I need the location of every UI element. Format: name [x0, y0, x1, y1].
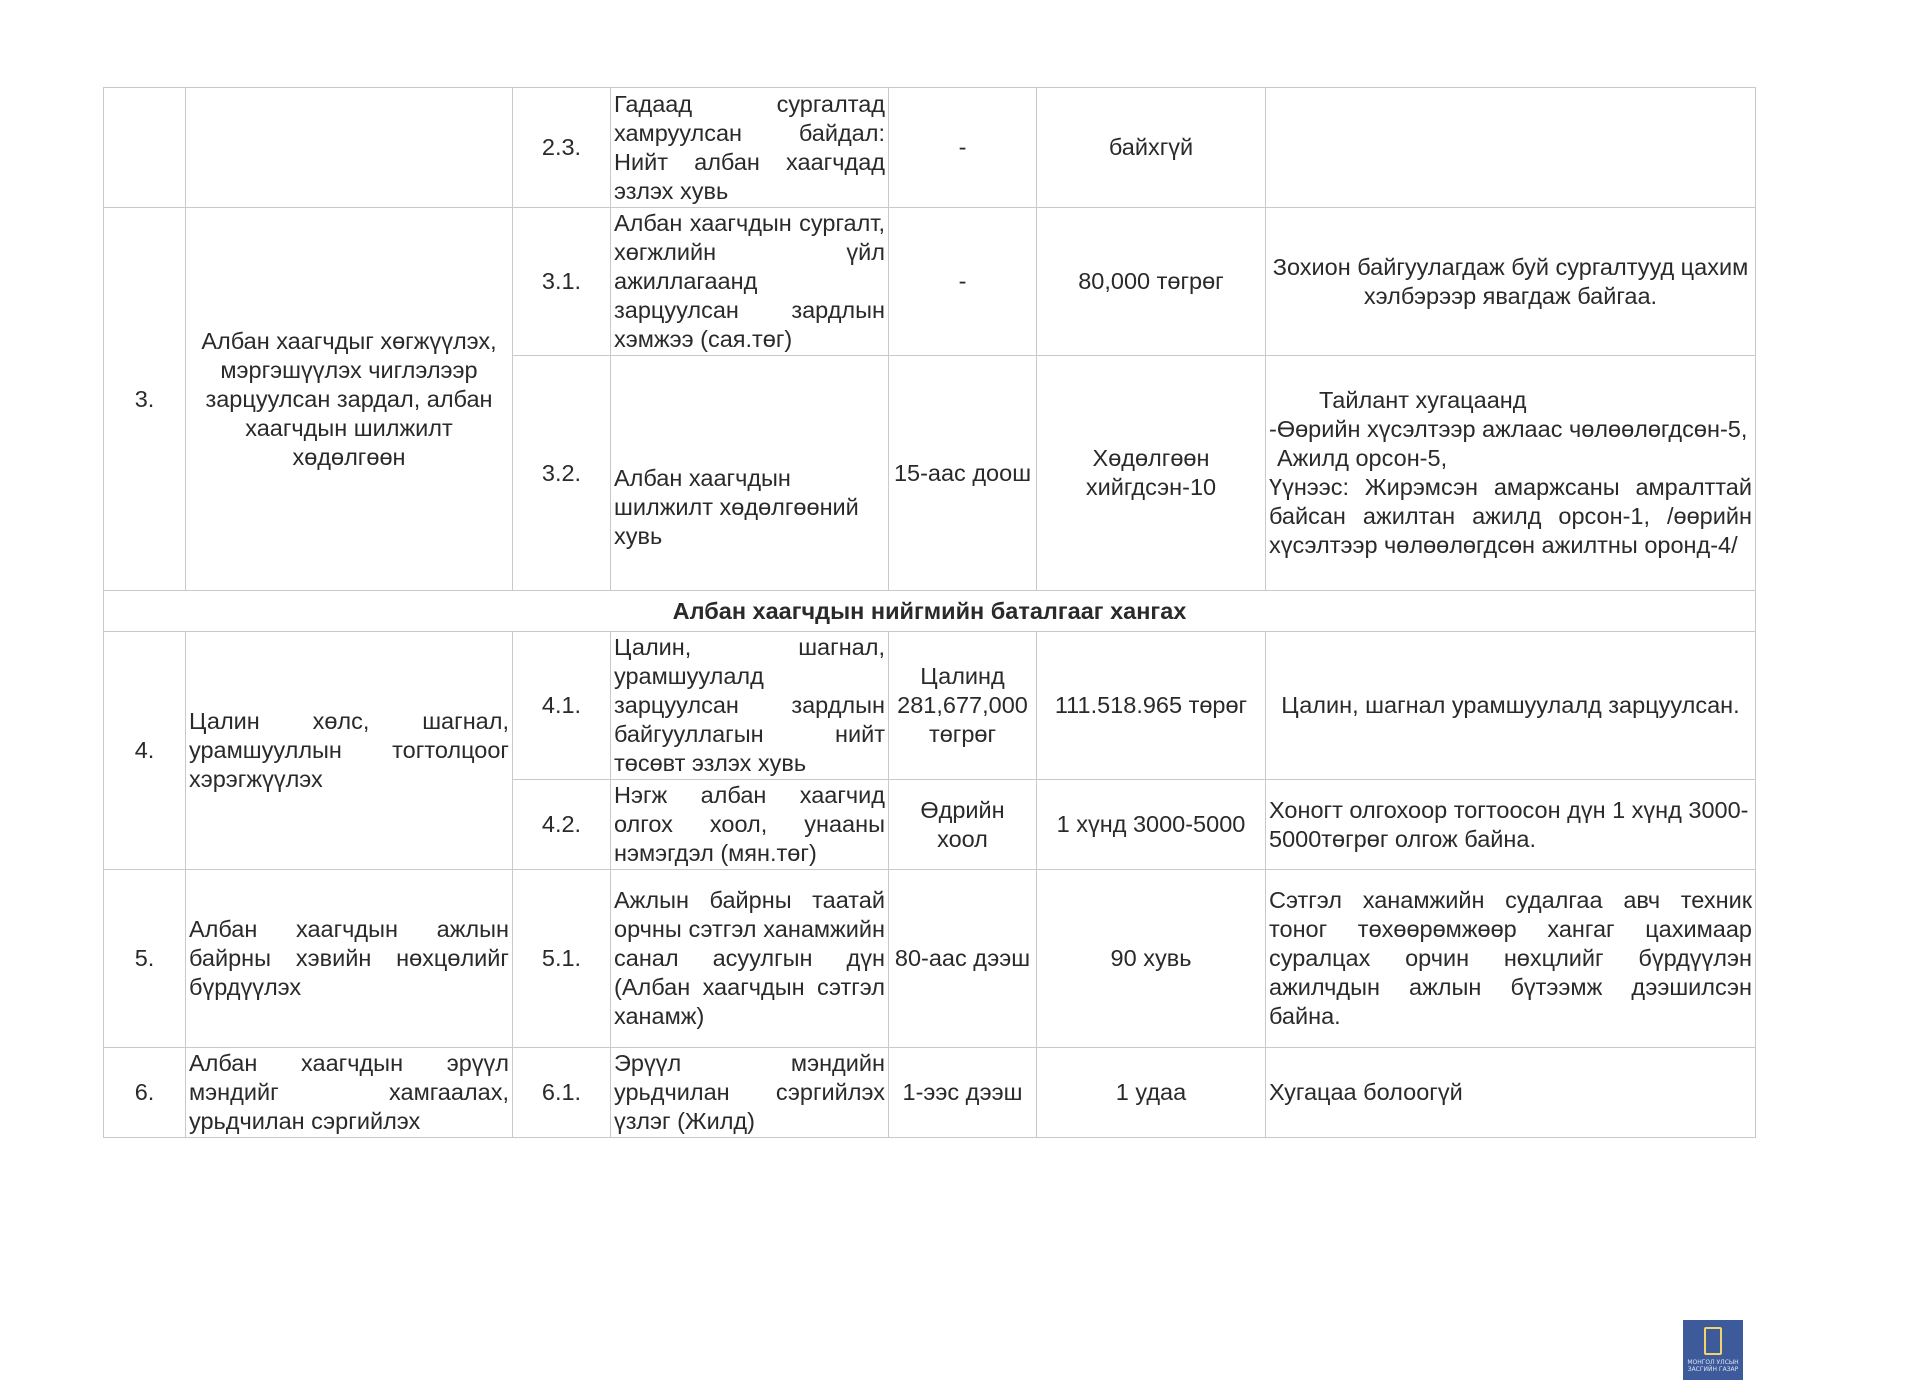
result-cell: Хөдөлгөөн хийгдсэн-10: [1037, 356, 1266, 591]
indicator-cell: Нэгж албан хаагчид олгох хоол, унааны нэмэгдэл (мян.төг): [611, 780, 889, 870]
table-row: [104, 1048, 1756, 1138]
result-cell: 1 хүнд 3000-5000: [1037, 780, 1266, 870]
indicator-cell: Албан хаагчдын шилжилт хөдөлгөөний хувь: [611, 356, 889, 591]
soyombo-icon: [1704, 1327, 1722, 1355]
section-heading: Албан хаагчдын нийгмийн баталгааг хангах: [104, 591, 1756, 632]
cell-empty: [104, 88, 186, 208]
goal-cell: Албан хаагчдын эрүүл мэндийг хамгаалах, урьдчилан сэргийлэх: [186, 1048, 513, 1138]
indicator-cell: Цалин, шагнал, урамшуулалд зарцуулсан зардлын байгууллагын нийт төсөвт эзлэх хувь: [611, 632, 889, 780]
goal-number-cell: 5.: [104, 870, 186, 1048]
sub-number-cell: 6.1.: [513, 1048, 611, 1138]
result-cell: 111.518.965 төрөг: [1037, 632, 1266, 780]
note-cell: [1266, 88, 1756, 208]
indicator-cell: Ажлын байрны таатай орчны сэтгэл ханамжийн санал асуулгын дүн (Албан хаагчдын сэтгэл ханамж): [611, 870, 889, 1048]
cell-empty: [186, 88, 513, 208]
result-cell: 90 хувь: [1037, 870, 1266, 1048]
report-table: [103, 87, 1756, 1138]
indicator-cell: Гадаад сургалтад хамруулсан байдал: Нийт албан хаагчдад эзлэх хувь: [611, 88, 889, 208]
target-cell: 15-аас доош: [889, 356, 1037, 591]
table-row: [104, 632, 1756, 780]
goal-cell: Цалин хөлс, шагнал, урамшууллын тогтолцоог хэрэгжүүлэх: [186, 632, 513, 870]
indicator-cell: Эрүүл мэндийн урьдчилан сэргийлэх үзлэг (Жилд): [611, 1048, 889, 1138]
sub-number-cell: 3.2.: [513, 356, 611, 591]
target-cell: 80-аас дээш: [889, 870, 1037, 1048]
note-line: -Өөрийн хүсэлтээр ажлаас чөлөөлөгдсөн-5,: [1269, 416, 1748, 442]
table-row: [104, 870, 1756, 1048]
target-cell: 1-ээс дээш: [889, 1048, 1037, 1138]
government-seal-logo: [1683, 1320, 1743, 1380]
target-cell: -: [889, 208, 1037, 356]
note-cell: Цалин, шагнал урамшуулалд зарцуулсан.: [1266, 632, 1756, 780]
sub-number-cell: 4.1.: [513, 632, 611, 780]
goal-cell: Албан хаагчдыг хөгжүүлэх, мэргэшүүлэх чиглэлээр зарцуулсан зардал, албан хаагчдын шилжилт хөдөлгөөн: [186, 208, 513, 591]
sub-number-cell: 4.2.: [513, 780, 611, 870]
sub-number-cell: 2.3.: [513, 88, 611, 208]
note-cell: [1266, 356, 1756, 591]
section-row: [104, 591, 1756, 632]
table-row: [104, 208, 1756, 356]
sub-number-cell: 5.1.: [513, 870, 611, 1048]
result-cell: байхгүй: [1037, 88, 1266, 208]
target-cell: Цалинд 281,677,000 төгрөг: [889, 632, 1037, 780]
seal-text: МОНГОЛ УЛСЫН ЗАСГИЙН ГАЗАР: [1687, 1359, 1739, 1373]
result-cell: 1 удаа: [1037, 1048, 1266, 1138]
table-row: [104, 88, 1756, 208]
note-line: Үүнээс: Жирэмсэн амаржсаны амралттай байсан ажилтан ажилд орсон-1, /өөрийн хүсэлтээр чөлөөлөгдсөн ажилтны оронд-4/: [1269, 474, 1752, 558]
note-cell: Хоногт олгохоор тогтоосон дүн 1 хүнд 3000-5000төгрөг олгож байна.: [1266, 780, 1756, 870]
goal-number-cell: 6.: [104, 1048, 186, 1138]
note-cell: Зохион байгуулагдаж буй сургалтууд цахим хэлбэрээр явагдаж байгаа.: [1266, 208, 1756, 356]
goal-number-cell: 4.: [104, 632, 186, 870]
sub-number-cell: 3.1.: [513, 208, 611, 356]
target-cell: Өдрийн хоол: [889, 780, 1037, 870]
result-cell: 80,000 төгрөг: [1037, 208, 1266, 356]
note-line: Ажилд орсон-5,: [1277, 445, 1448, 471]
note-cell: Хугацаа болоогүй: [1266, 1048, 1756, 1138]
note-line: Тайлант хугацаанд: [1319, 387, 1527, 413]
indicator-cell: Албан хаагчдын сургалт, хөгжлийн үйл ажиллагаанд зарцуулсан зардлын хэмжээ (сая.төг): [611, 208, 889, 356]
goal-number-cell: 3.: [104, 208, 186, 591]
target-cell: -: [889, 88, 1037, 208]
goal-cell: Албан хаагчдын ажлын байрны хэвийн нөхцөлийг бүрдүүлэх: [186, 870, 513, 1048]
note-cell: Сэтгэл ханамжийн судалгаа авч техник тоног төхөөрөмжөөр хангаг цахимаар суралцах орчин нөхцлийг бүрдүүлэн ажилчдын ажлын бүтээмж дээшилсэн байна.: [1266, 870, 1756, 1048]
